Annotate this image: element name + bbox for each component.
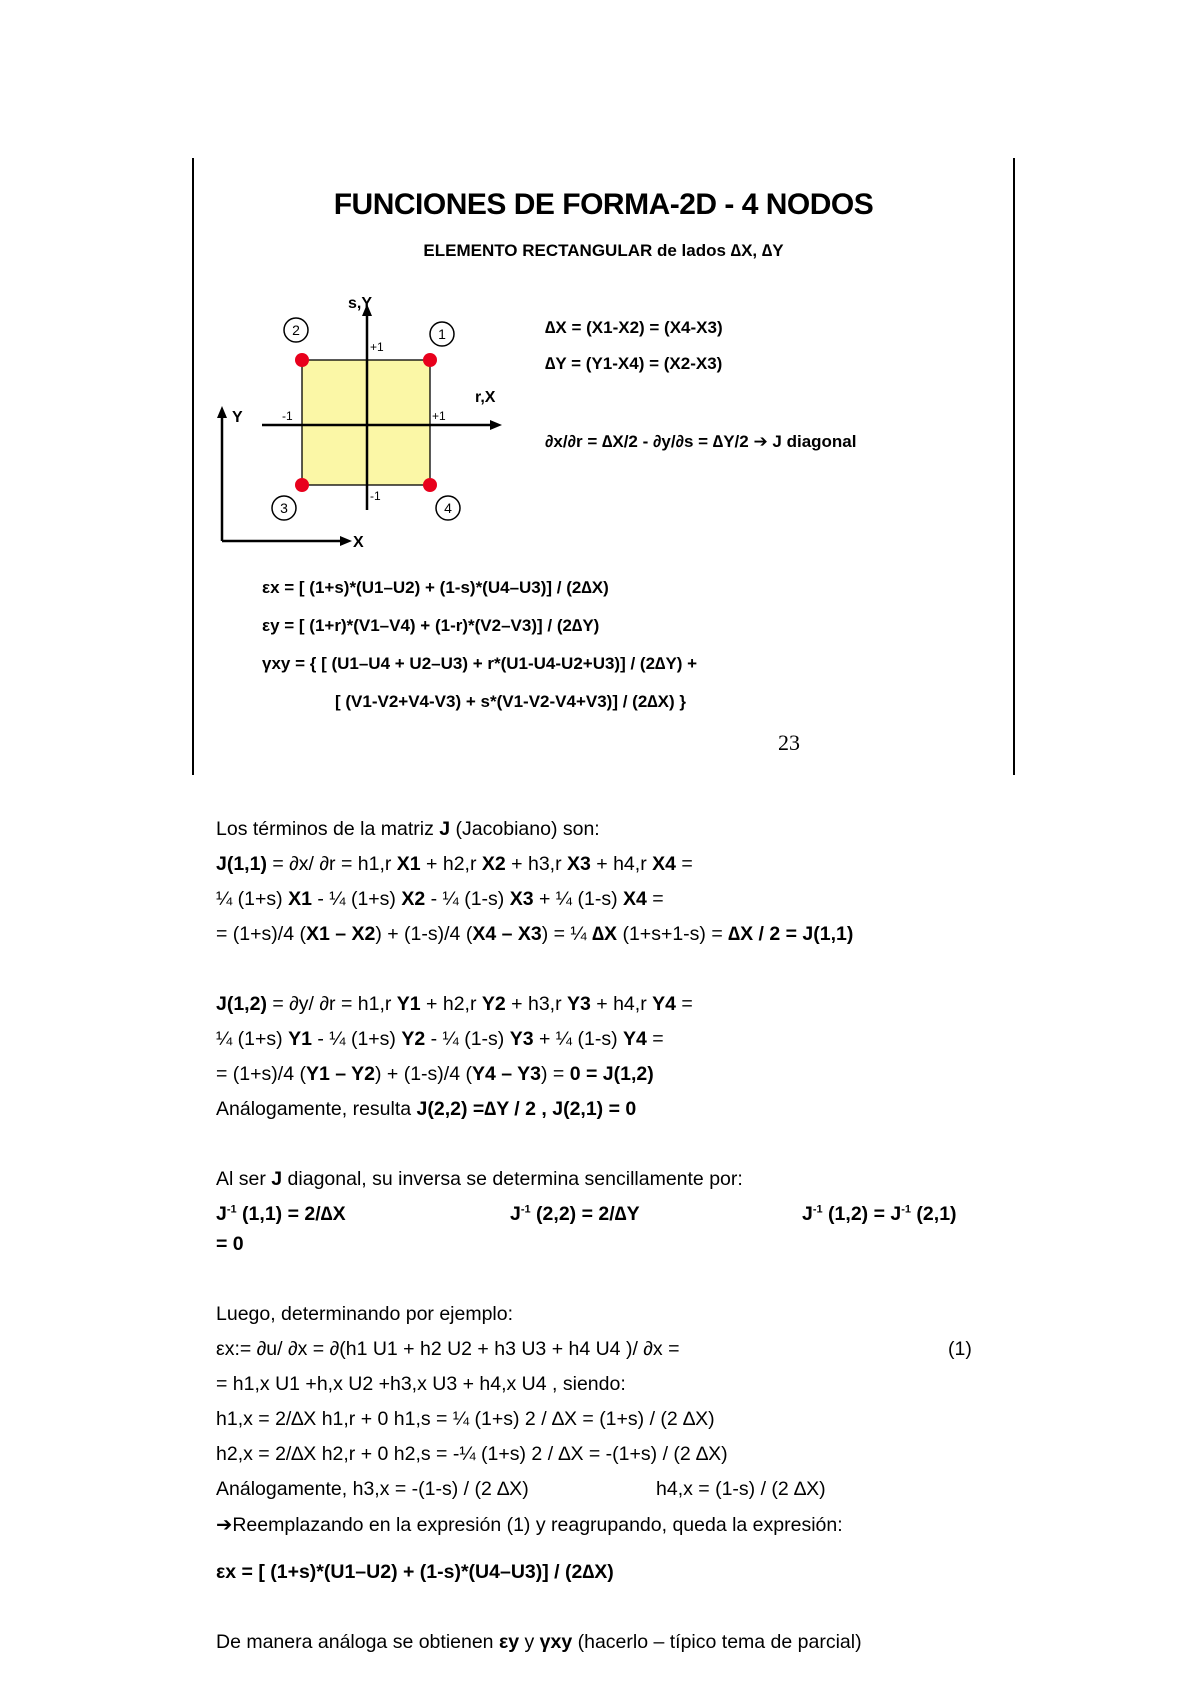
slide-subtitle: ELEMENTO RECTANGULAR de lados ∆X, ∆Y	[423, 241, 784, 260]
closing-line: De manera análoga se obtienen εy y γxy (hacerlo – típico tema de parcial)	[216, 1631, 862, 1653]
node-marker-3	[295, 478, 309, 492]
node-label-2: 2	[292, 322, 300, 338]
relation-dy: ∆Y = (Y1-X4) = (X2-X3)	[545, 354, 723, 373]
h3x-line: Análogamente, h3,x = -(1-s) / (2 ∆X)	[216, 1478, 529, 1500]
node-label-1: 1	[438, 326, 446, 342]
global-x-label: X	[353, 534, 364, 551]
j11-line-1: J(1,1) = ∂x/ ∂r = h1,r X1 + h2,r X2 + h3,r X3 + h4,r X4 =	[216, 853, 693, 875]
tick-minus1-r: -1	[282, 409, 293, 423]
global-x-axis-arrow	[340, 536, 352, 546]
slide-right-border	[1013, 158, 1015, 775]
strain-ey: εy = [ (1+r)*(V1–V4) + (1-r)*(V2–V3)] / (2∆Y)	[262, 616, 600, 635]
h2x-line: h2,x = 2/∆X h2,r + 0 h2,s = -¼ (1+s) 2 / ∆X = -(1+s) / (2 ∆X)	[216, 1443, 728, 1465]
jacobian-intro: Los términos de la matriz J (Jacobiano) son:	[216, 818, 600, 840]
final-ex-equation: εx = [ (1+s)*(U1–U2) + (1-s)*(U4–U3)] / (2∆X)	[216, 1561, 614, 1583]
diagonal-intro: Al ser J diagonal, su inversa se determina sencillamente por:	[216, 1168, 743, 1190]
strain-gxy-line2: [ (V1-V2+V4-V3) + s*(V1-V2-V4+V3)] / (2∆X) }	[335, 692, 687, 711]
j12-line-1: J(1,2) = ∂y/ ∂r = h1,r Y1 + h2,r Y2 + h3,r Y3 + h4,r Y4 =	[216, 993, 693, 1015]
h1x-line: h1,x = 2/∆X h1,r + 0 h1,s = ¼ (1+s) 2 / ∆X = (1+s) / (2 ∆X)	[216, 1408, 715, 1430]
h4x-line: h4,x = (1-s) / (2 ∆X)	[656, 1478, 826, 1500]
global-y-label: Y	[232, 409, 243, 426]
tick-plus1-s: +1	[370, 340, 384, 354]
h-sum-line: = h1,x U1 +h,x U2 +h3,x U3 + h4,x U4 , siendo:	[216, 1373, 626, 1395]
node-label-4: 4	[444, 500, 452, 516]
ex-derivation: εx:= ∂u/ ∂x = ∂(h1 U1 + h2 U2 + h3 U3 + h4 U4 )/ ∂x =	[216, 1338, 680, 1360]
page-number: 23	[778, 730, 800, 755]
tick-plus1-r: +1	[432, 409, 446, 423]
replace-line: ➔Reemplazando en la expresión (1) y reagrupando, queda la expresión:	[216, 1514, 843, 1536]
s-axis-label: s,Y	[348, 295, 373, 312]
analog-j22: Análogamente, resulta J(2,2) =∆Y / 2 , J(2,1) = 0	[216, 1098, 637, 1120]
element-diagram	[210, 288, 510, 558]
slide-title: FUNCIONES DE FORMA-2D - 4 NODOS	[333, 188, 874, 221]
r-axis-arrow	[490, 420, 502, 430]
relation-jacobian: ∂x/∂r = ∆X/2 - ∂y/∂s = ∆Y/2 ➔ J diagonal	[545, 432, 857, 451]
j11-line-3: = (1+s)/4 (X1 – X2) + (1-s)/4 (X4 – X3) = ¼ ∆X (1+s+1-s) = ∆X / 2 = J(1,1)	[216, 923, 854, 945]
inverse-j22: $J^{-1}$ (2,2) = 2/∆Y	[510, 1203, 640, 1225]
luego-line: Luego, determinando por ejemplo:	[216, 1303, 514, 1325]
inverse-j12: $J^{-1}$ $(1,2) = J^{-1}$ (2,1)	[802, 1203, 957, 1225]
inverse-wrap: = 0	[216, 1233, 244, 1255]
j11-line-2: ¼ (1+s) X1 - ¼ (1+s) X2 - ¼ (1-s) X3 + ¼ (1-s) X4 =	[216, 888, 664, 910]
equation-number: (1)	[948, 1338, 972, 1360]
node-marker-1	[423, 353, 437, 367]
tick-minus1-s: -1	[370, 489, 381, 503]
node-label-3: 3	[280, 500, 288, 516]
j12-line-2: ¼ (1+s) Y1 - ¼ (1+s) Y2 - ¼ (1-s) Y3 + ¼ (1-s) Y4 =	[216, 1028, 664, 1050]
node-marker-4	[423, 478, 437, 492]
r-axis-label: r,X	[475, 389, 496, 406]
inverse-j11: $J^{-1}$ (1,1) = 2/∆X	[216, 1203, 346, 1225]
strain-ex: εx = [ (1+s)*(U1–U2) + (1-s)*(U4–U3)] / (2∆X)	[262, 578, 609, 597]
relation-dx: ∆X = (X1-X2) = (X4-X3)	[545, 318, 723, 337]
node-marker-2	[295, 353, 309, 367]
strain-gxy-line1: γxy = { [ (U1–U4 + U2–U3) + r*(U1-U4-U2+U3)] / (2∆Y) +	[262, 654, 698, 673]
global-y-axis-arrow	[217, 406, 227, 418]
j12-line-3: = (1+s)/4 (Y1 – Y2) + (1-s)/4 (Y4 – Y3) = 0 = J(1,2)	[216, 1063, 654, 1085]
